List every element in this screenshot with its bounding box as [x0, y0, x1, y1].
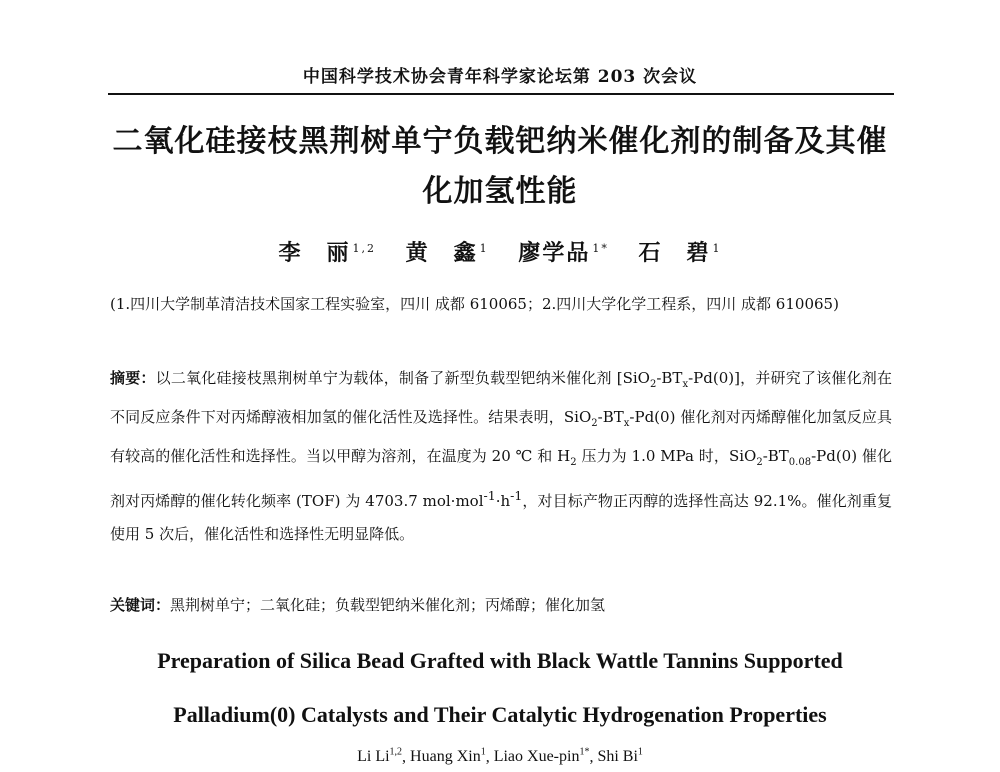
english-title-line-1: Preparation of Silica Bead Grafted with Black Wattle Tannins Supported — [157, 648, 843, 673]
english-title — [100, 634, 900, 742]
chinese-title — [90, 117, 910, 217]
affiliation: (1.四川大学制革清洁技术国家工程实验室，四川 成都 610065；2.四川大学化学工程系，四川 成都 610065) — [110, 295, 839, 313]
author-cn: 黄 鑫 $^1$ — [405, 240, 489, 267]
author-cn: 廖学品 $^{1*}$ — [518, 240, 609, 267]
abstract: 摘要：以二氧化硅接枝黑荆树单宁为载体，制备了新型负载型钯纳米催化剂 $[SiO_2-BT_x-Pd(0)]$，并研究了该催化剂在不同反应条件下对丙烯醇液相加氢的催化活性及选择性。结果表明，$SiO_2-BT_x-Pd(0)$ 催化剂对丙烯醇催化加氢反应具有较高的催化活性和选择性。当以甲醇为溶剂，在温度为 20 ℃ 和 $H_2$ 压力为 1.0 MPa 时，$SiO_2-BT_{0.08}-Pd(0)$ 催化剂对丙烯醇的催化转化频率 (TOF) 为 4703.7 $mol\cdot mol^{-1}\cdot h^{-1}$，对目标产物正丙醇的选择性高达 92.1%。催化剂重复使用 5 次后，催化活性和选择性无明显降低。 — [110, 369, 893, 543]
author-en: Liao Xue-pin$^{1*}$ — [493, 747, 590, 766]
chinese-authors — [110, 234, 890, 268]
chinese-title-line-2: 化加氢性能 — [422, 174, 578, 209]
author-cn: 李 丽 $^{1,2}$ — [278, 240, 376, 267]
chinese-title-line-1: 二氧化硅接枝黑荆树单宁负载钯纳米催化剂的制备及其催 — [112, 124, 888, 159]
english-authors: Li Li$^{1,2}$, Huang Xin$^1$, Liao Xue-pin$^{1*}$, Shi Bi$^1$ — [357, 747, 643, 766]
author-cn: 石 碧 $^1$ — [638, 240, 722, 267]
keywords — [110, 590, 892, 620]
keywords-text: 黑荆树单宁；二氧化硅；负载型钯纳米催化剂；丙烯醇；催化加氢 — [170, 596, 606, 614]
header-divider — [108, 93, 894, 95]
author-en: Huang Xin$^1$ — [410, 747, 486, 766]
keywords-label: 关键词： — [110, 596, 171, 614]
author-en: Shi Bi$^1$ — [597, 747, 643, 766]
conference-header: 中国科学技术协会青年科学家论坛第 203 次会议 — [302, 67, 698, 87]
english-title-line-2: Palladium(0) Catalysts and Their Catalytic Hydrogenation Properties — [173, 702, 827, 727]
author-en: Li Li$^{1,2}$ — [357, 747, 403, 766]
abstract-label: 摘要： — [110, 369, 156, 387]
